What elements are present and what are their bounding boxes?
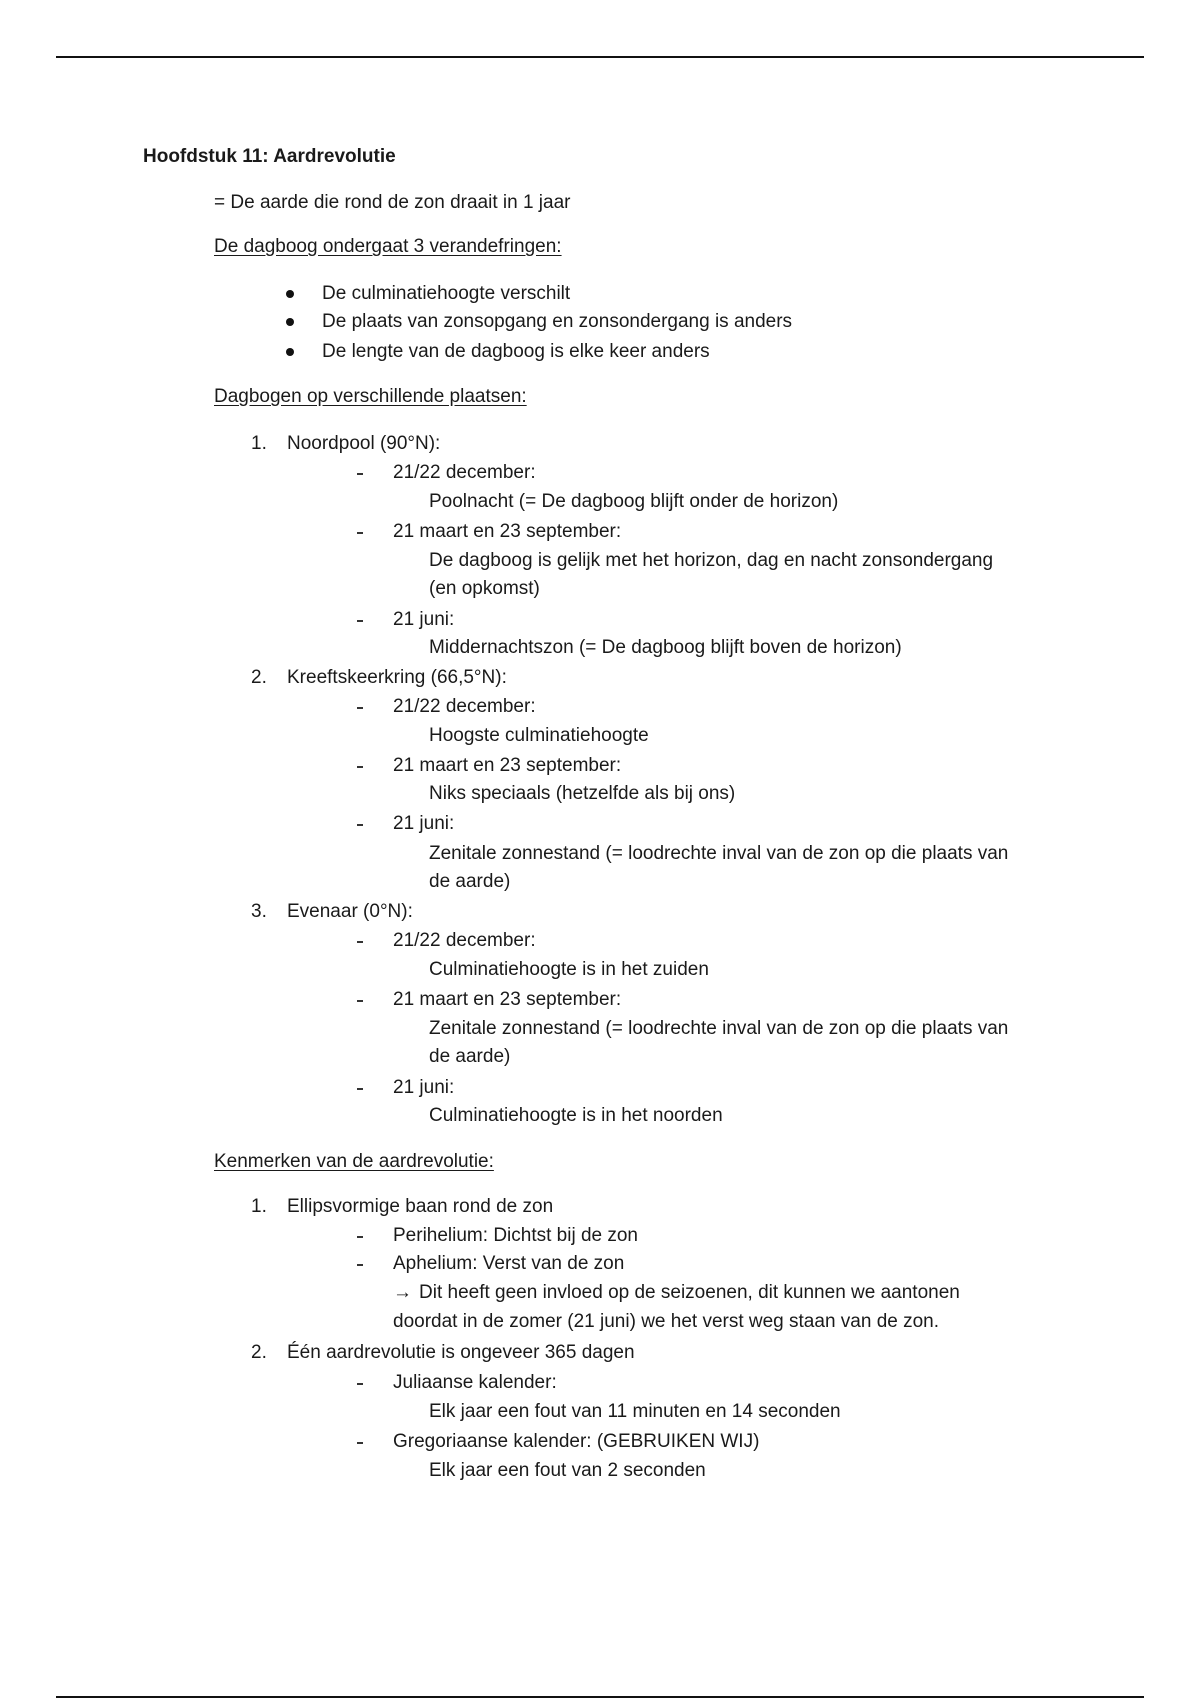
date-description: Niks speciaals (hetzelfde als bij ons) — [429, 783, 736, 804]
dash-marker — [357, 824, 363, 826]
dash-marker — [357, 1088, 363, 1090]
calendar-description: Elk jaar een fout van 2 seconden — [429, 1460, 706, 1481]
date-description: Culminatiehoogte is in het zuiden — [429, 959, 709, 980]
calendar-label: Juliaanse kalender: — [393, 1372, 557, 1393]
date-description: Middernachtszon (= De dagboog blijft boven de horizon) — [429, 637, 902, 658]
bullet-item: De culminatiehoogte verschilt — [322, 283, 571, 304]
dash-marker — [357, 532, 363, 534]
date-description: Hoogste culminatiehoogte — [429, 725, 649, 746]
date-label: 21 juni: — [393, 609, 455, 630]
date-label: 21 juni: — [393, 813, 455, 834]
date-description: (en opkomst) — [429, 578, 540, 599]
date-label: 21/22 december: — [393, 930, 536, 951]
date-description: Zenitale zonnestand (= loodrechte inval van de zon op die plaats van — [429, 1018, 1009, 1039]
dash-marker — [357, 620, 363, 622]
dash-marker — [357, 1264, 363, 1266]
date-label: 21/22 december: — [393, 462, 536, 483]
list-number: 1. — [251, 1196, 267, 1217]
list-number: 2. — [251, 667, 267, 688]
list-number: 2. — [251, 1342, 267, 1363]
date-description: de aarde) — [429, 871, 511, 892]
dash-marker — [357, 707, 363, 709]
list-number: 1. — [251, 433, 267, 454]
date-description: de aarde) — [429, 1046, 511, 1067]
dash-marker — [357, 1000, 363, 1002]
place-label-noordpool: Noordpool (90°N): — [287, 433, 441, 454]
date-label: 21 juni: — [393, 1077, 455, 1098]
feature-label: Één aardrevolutie is ongeveer 365 dagen — [287, 1342, 635, 1363]
dash-marker — [357, 1383, 363, 1385]
bullet-dot — [286, 318, 294, 326]
date-description: De dagboog is gelijk met het horizon, dag en nacht zonsondergang — [429, 550, 994, 571]
date-description: Culminatiehoogte is in het noorden — [429, 1105, 723, 1126]
list-number: 3. — [251, 901, 267, 922]
arrow-icon: → — [393, 1282, 412, 1303]
section-heading-dagbogen: Dagbogen op verschillende plaatsen: — [214, 386, 527, 407]
dash-marker — [357, 1442, 363, 1444]
dash-marker — [357, 766, 363, 768]
dash-marker — [357, 473, 363, 475]
bullet-item: De plaats van zonsopgang en zonsondergang is anders — [322, 311, 793, 332]
place-label-kreeftskeerkring: Kreeftskeerkring (66,5°N): — [287, 667, 507, 688]
date-label: 21 maart en 23 september: — [393, 755, 622, 776]
date-label: 21 maart en 23 september: — [393, 521, 622, 542]
date-description: Poolnacht (= De dagboog blijft onder de horizon) — [429, 491, 839, 512]
place-label-evenaar: Evenaar (0°N): — [287, 901, 413, 922]
date-label: 21/22 december: — [393, 696, 536, 717]
calendar-label: Gregoriaanse kalender: (GEBRUIKEN WIJ) — [393, 1431, 760, 1452]
bullet-dot — [286, 348, 294, 356]
footer-rule — [56, 1696, 1144, 1698]
section-heading-dagboog: De dagboog ondergaat 3 verandefringen: — [214, 236, 562, 257]
sub-item: Aphelium: Verst van de zon — [393, 1253, 625, 1274]
bullet-item: De lengte van de dagboog is elke keer anders — [322, 341, 710, 362]
definition-text: = De aarde die rond de zon draait in 1 jaar — [214, 192, 571, 213]
header-rule — [56, 56, 1144, 58]
bullet-dot — [286, 290, 294, 298]
dash-marker — [357, 941, 363, 943]
page-title: Hoofdstuk 11: Aardrevolutie — [143, 146, 396, 167]
calendar-description: Elk jaar een fout van 11 minuten en 14 seconden — [429, 1401, 841, 1422]
feature-label: Ellipsvormige baan rond de zon — [287, 1196, 554, 1217]
note-text: doordat in de zomer (21 juni) we het verst weg staan van de zon. — [393, 1311, 940, 1332]
section-heading-kenmerken: Kenmerken van de aardrevolutie: — [214, 1151, 494, 1172]
sub-item: Perihelium: Dichtst bij de zon — [393, 1225, 638, 1246]
dash-marker — [357, 1236, 363, 1238]
note-text: Dit heeft geen invloed op de seizoenen, dit kunnen we aantonen — [419, 1282, 960, 1303]
date-label: 21 maart en 23 september: — [393, 989, 622, 1010]
date-description: Zenitale zonnestand (= loodrechte inval van de zon op die plaats van — [429, 843, 1009, 864]
